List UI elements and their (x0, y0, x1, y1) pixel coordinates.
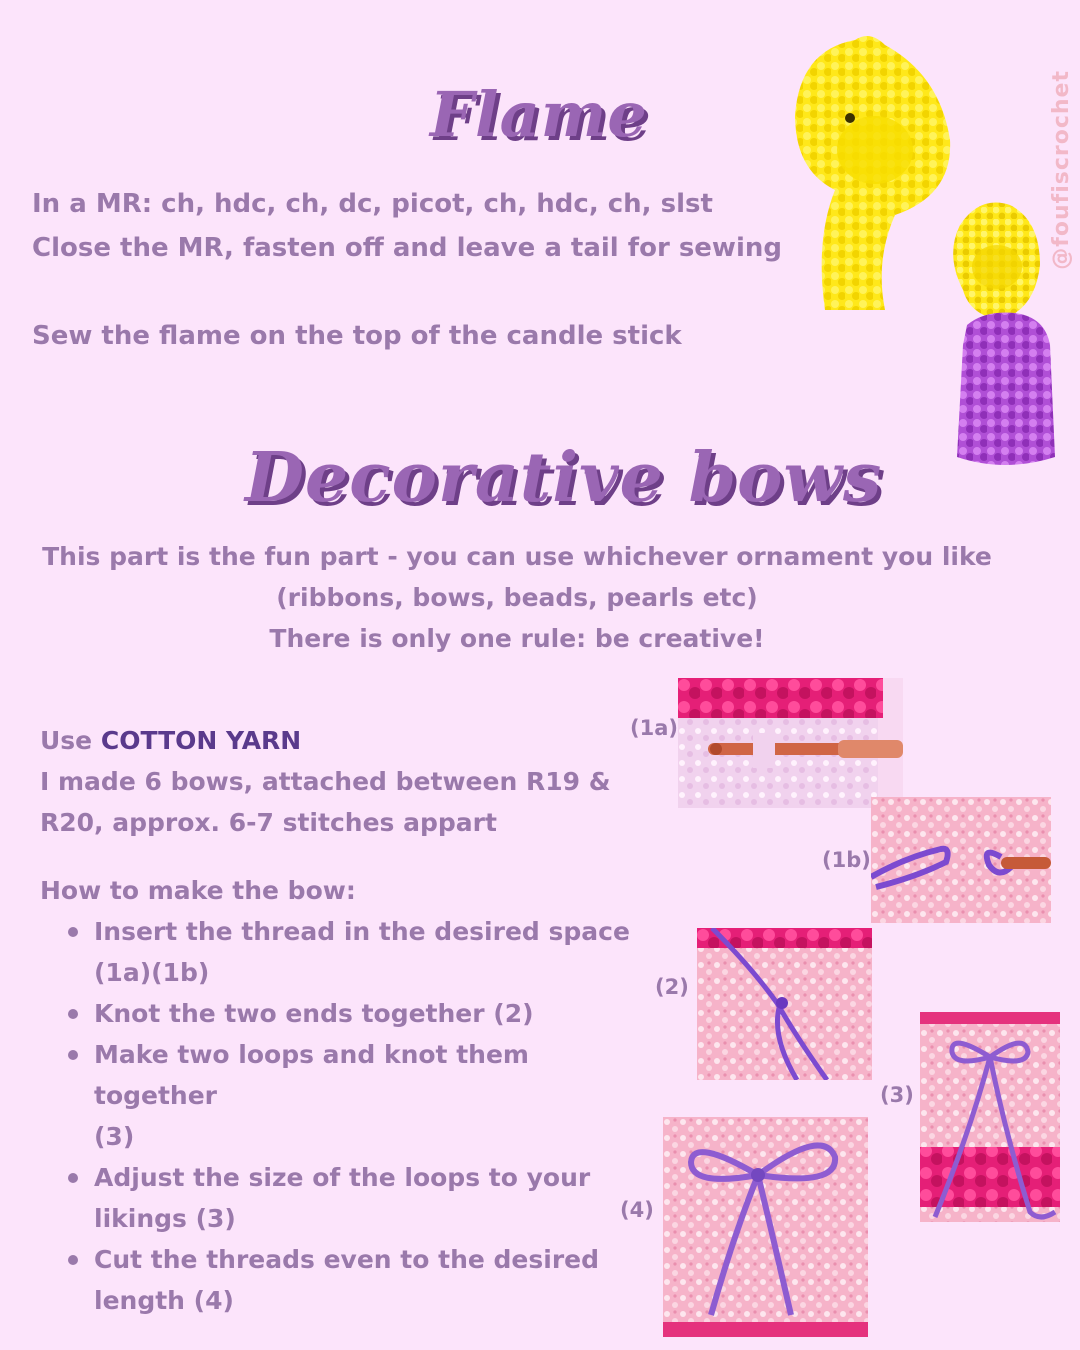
yarn-note (40, 720, 611, 843)
step-photo-1a (678, 678, 903, 808)
step-text: Adjust the size of the loops to your (94, 1163, 591, 1192)
photo-label-2: (2) (655, 975, 689, 999)
howto-heading: How to make the bow: (40, 876, 356, 905)
flame-line-spacer (32, 270, 782, 314)
step-text: Knot the two ends together (2) (94, 999, 534, 1028)
photo-label-4: (4) (620, 1198, 654, 1222)
step-photo-2 (697, 928, 872, 1080)
photo-label-1a: (1a) (630, 716, 678, 740)
step-text: Make two loops and knot them together (94, 1040, 529, 1110)
flame-instructions (32, 182, 782, 358)
steps-list (64, 911, 644, 1321)
bows-intro (0, 536, 1034, 659)
bows-heading: Decorative bows (245, 438, 883, 518)
step-text: (1a)(1b) (94, 958, 210, 987)
photo-label-1b: (1b) (822, 848, 871, 872)
yarn-line (40, 720, 611, 761)
flame-line: Sew the flame on the top of the candle stick (32, 321, 682, 351)
step-item (64, 911, 644, 993)
yarn-prefix: Use (40, 726, 101, 755)
step-photo-1b (871, 797, 1051, 923)
yarn-accent: COTTON YARN (100, 726, 302, 755)
intro-line: (ribbons, bows, beads, pearls etc) (276, 583, 758, 612)
step-text: Insert the thread in the desired space (94, 917, 630, 946)
flame-photo (775, 20, 955, 310)
step-text: (3) (94, 1122, 135, 1151)
flame-heading: Flame (430, 78, 648, 151)
intro-line: This part is the fun part - you can use whichever ornament you like (42, 542, 992, 571)
intro-line: There is only one rule: be creative! (269, 624, 765, 653)
candle-photo (945, 195, 1065, 470)
step-text: Cut the threads even to the desired (94, 1245, 600, 1274)
flame-line: In a MR: ch, hdc, ch, dc, picot, ch, hdc, ch, slst (32, 189, 713, 219)
instagram-handle: @foufiscrochet (1049, 70, 1074, 270)
step-item (64, 1034, 644, 1157)
step-item (64, 1239, 644, 1321)
yarn-line: I made 6 bows, attached between R19 & (40, 767, 611, 796)
step-item (64, 1157, 644, 1239)
step-photo-3 (920, 1012, 1060, 1222)
step-photo-4 (663, 1117, 868, 1337)
step-text: length (4) (94, 1286, 234, 1315)
step-item (64, 993, 644, 1034)
step-text: likings (3) (94, 1204, 236, 1233)
flame-line: Close the MR, fasten off and leave a tail for sewing (32, 233, 782, 263)
yarn-line: R20, approx. 6-7 stitches appart (40, 808, 497, 837)
photo-label-3: (3) (880, 1083, 914, 1107)
